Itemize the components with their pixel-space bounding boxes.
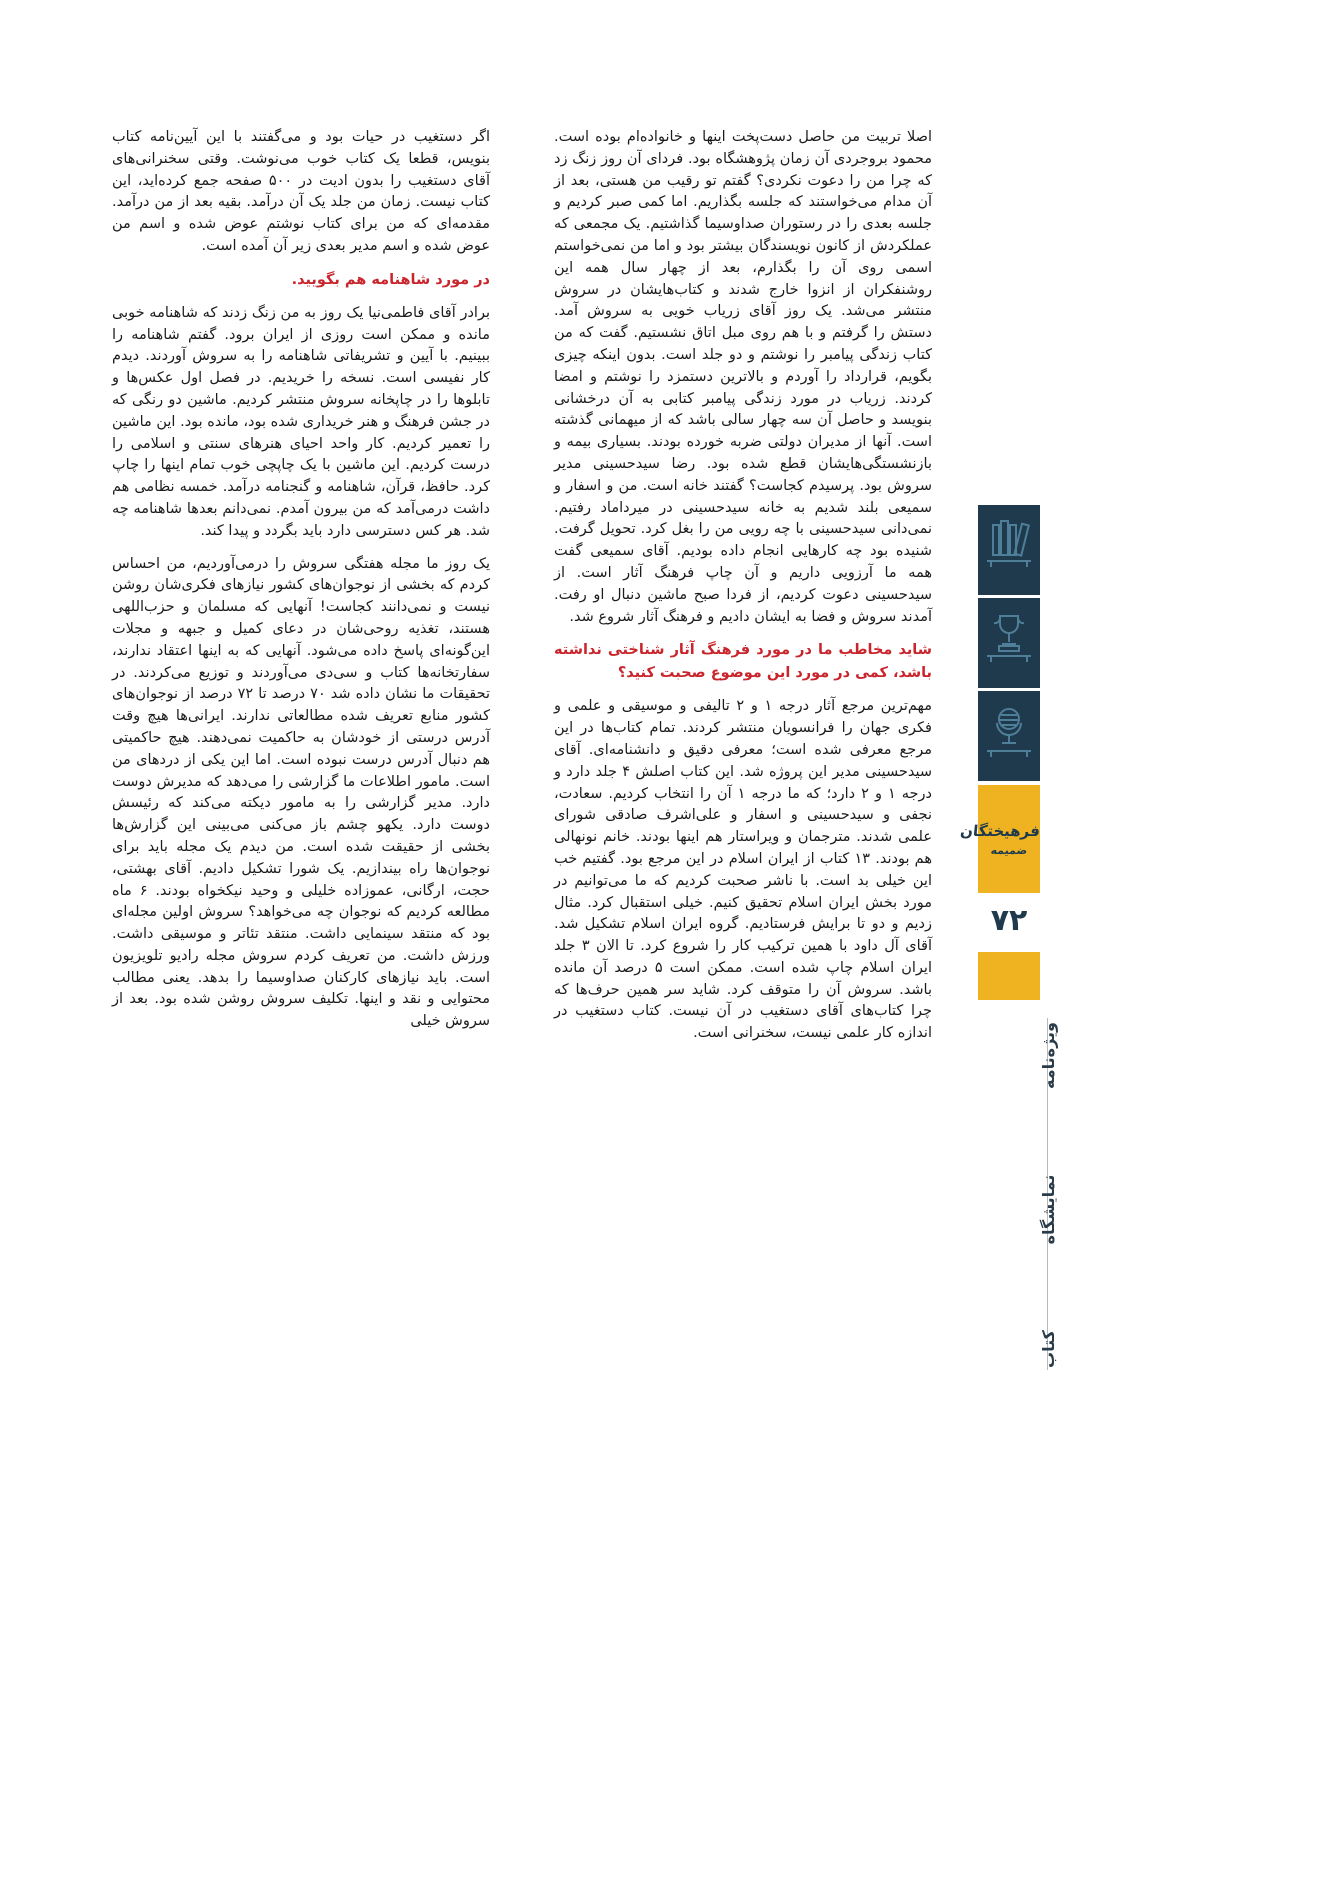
brand-subtitle: ضمیمه bbox=[990, 843, 1028, 857]
interview-question-heading: شاید مخاطب ما در مورد فرهنگ آثار شناختی نداشته باشد، کمی در مورد این موضوع صحبت کنید؟ bbox=[554, 642, 932, 682]
edition-vertical-label: ویژه‌نامه نمایشگاه کتاب bbox=[1039, 1022, 1058, 1368]
article-paragraph: اصلا تربیت من حاصل دست‌پخت اینها و خانواده‌ام بوده است. محمود بروجردی آن زمان پژوهشگاه بود. فردای آن روز زنگ زد که چرا من را دعوت نکردی؟ گفتم تو رقیب من هستی، بعد از آن مدام می‌خواستند که جلسه بگذاریم. اما کمی صبر کردیم و جلسه بعدی را در رستوران صداوسیما گذاشتیم. یک مجمعی که عملکردش از کانون نویسندگان بیشتر بود و اما من نمی‌خواستم اسمی روی آن را بگذارم، بعد از چهار سال همه این روشنفکران از انزوا خارج شدند و کتاب‌هایشان در سروش منتشر می‌شد. یک روز آقای زریاب خویی به سروش آمد. دستش را گرفتم و با هم روی مبل اتاق نشستیم. گفت که من کتاب زندگی پیامبر را نوشتم و دو جلد است. بدون اینکه چیزی بگویم، قرارداد را آوردم و بالاترین دستمزد را نوشتم و امضا کردند. زریاب در مورد زندگی پیامبر کتابی به آن درخشانی بنویسد و حاصل آن سه چهار سالی باشد که از میهمانی گذشته است. آنها از مدیران دولتی ضربه خورده بودند. بسیاری بیمه و بازنشستگی‌هایشان قطع شده بود. رضا سیدحسینی مدیر سروش بود. پرسیدم کجاست؟ گفتند خانه است. من و اسفار و سمیعی بلند شدیم به خانه سیدحسینی در میرداماد رفتیم. نمی‌دانی سیدحسینی با چه رویی من را بغل کرد. تحویل گرفت. شنیده بود چه کارهایی انجام داده بودیم. آقای سمیعی گفت همه ما آرزویی داریم و آن چاپ فرهنگ آثار است. از سیدحسینی دعوت کردیم، از فردا صبح ماشین دنبال او رفت. آمدند سروش و فضا به ایشان دادیم و فرهنگ آثار شروع شد. bbox=[554, 129, 932, 625]
award-trophy-icon bbox=[978, 598, 1040, 688]
page-number: ۷۲ bbox=[990, 903, 1028, 938]
brand-logo-block bbox=[959, 785, 1041, 893]
article-paragraph: یک روز ما مجله هفتگی سروش را درمی‌آوردیم، من احساس کردم که بخشی از نوجوان‌های کشور نیازهای فکری‌شان روشن نیست و نمی‌دانند کجاست! آنهایی که مسلمان و حزب‌اللهی هستند، تغذیه روحی‌شان در دعای کمیل و جبهه و مجلات این‌گونه‌ای پاسخ داده می‌شود. آنهایی که به اینها اعتقاد ندارند، سفارتخانه‌ها کتاب و سی‌دی می‌آوردند و توزیع می‌کردند. در تحقیقات ما نشان داده شد ۷۰ درصد تا ۷۲ درصد از نوجوان‌های کشور منابع تعریف شده مطالعاتی ندارند. ایرانی‌ها هیچ وقت آدرس درستی از خودشان به حاکمیت نمی‌دهند. هیچ حاکمیتی هم دنبال آدرس درست نبوده است. اما این یکی از دردهای من است. مامور اطلاعات ما گزارشی را می‌دهد که مدیرش دوست دارد. مدیر گزارشی را به مامور دیکته می‌کند که رئیسش دوست دارد. یکهو چشم باز می‌کنی می‌بینی این گزارش‌ها بخشی از حقیقت شده است. من دیدم یک مجله باید برای نوجوان‌ها راه بیندازیم. یک شورا تشکیل دادیم. آقای بهشتی، حجت، ارگانی، عموزاده خلیلی و وحید نیکخواه بودند. ۶ ماه مطالعه کردیم که نوجوان چه می‌خواهد؟ سروش اولین مجله‌ای بود که منتقد سینمایی داشت. منتقد تئاتر و موسیقی داشت. ورزش داشت. من تعریف کردم سروش مجله رادیو تلویزیون است. باید نیازهای کارکنان صداوسیما را بدهد. یعنی مطالب محتوایی و نقد و اینها. تکلیف سروش روشن شده بود. بعد از سروش خیلی bbox=[112, 555, 491, 1030]
microphone-icon bbox=[978, 691, 1040, 781]
article-paragraph: برادر آقای فاطمی‌نیا یک روز به من زنگ زدند که شاهنامه خوبی مانده و ممکن است روزی از ایران برود. گفتم شاهنامه را ببینیم. با آیین و تشریفاتی شاهنامه را به سروش آوردند. دیدم کار نفیسی است. نسخه را خریدیم. در فصل اول عکس‌ها و تابلوها را در چاپخانه سروش منتشر کردیم. ماشین دو رنگی که در جشن فرهنگ و هنر خریداری شده بود، مانده بود. این ماشین را تعمیر کردیم. کار واحد احیای هنرهای سنتی و اسلامی را درست کردیم. این ماشین با یک چاپچی خوب تمام اینها را چاپ کرد. حافظ، قرآن، شاهنامه و گنجنامه درآمد. خمسه نظامی هم داشت درمی‌آمد که من بیرون آمدم. نمی‌دانم بعدها شاهنامه چه شد. هر کس دسترسی دارد باید بگردد و پیدا کند. bbox=[112, 304, 490, 539]
article-paragraph: اگر دستغیب در حیات بود و می‌گفتند با این آیین‌نامه کتاب بنویس، قطعا یک کتاب خوب می‌نوشت. وقتی سخنرانی‌های آقای دستغیب را بدون ادیت در ۵۰۰ صفحه جمع کرده‌اید، این کتاب نیست. زمان من جلد یک آن درآمد. بقیه بعد از من درآمد. مقدمه‌ای که من برای کتاب نوشتم عوض شده و اسم من عوض شده و اسم مدیر بعدی زیر آن آمده است. bbox=[112, 129, 490, 254]
article-paragraph: مهم‌ترین مرجع آثار درجه ۱ و ۲ تالیفی و موسیقی و علمی و فکری جهان را فرانسویان منتشر کردند. تمام کتاب‌ها در این مرجع معرفی شده است؛ معرفی دقیق و دانشنامه‌ای. آقای سیدحسینی مدیر این پروژه شد. این کتاب اصلش ۴ جلد دارد و درجه ۱ و ۲ دارد؛ که ما درجه ۱ آن را انتخاب کردیم. سعادت، نجفی و سیدحسینی و اسفار و علی‌اشرف صادقی شورای علمی شدند. مترجمان و ویراستار هم اینها بودند. خانم نونهالی هم بودند. ۱۳ کتاب از ایران اسلام در این مرجع بود. گفتیم خب این خیلی بد است. با ناشر صحبت کردیم که ما می‌توانیم در مورد بخش ایران اسلام تحقیق کنیم. خیلی استقبال کرد. مثال زدیم و دو تا برایش فرستادیم. گروه ایران اسلام تشکیل شد. آقای آل داود با همین ترکیب کار را شروع کرد. تا الان ۳ جلد ایران اسلام چاپ شده است. ممکن است ۵ درصد آن مانده باشد. سروش آن را متوقف کرد. شاید سر همین حرف‌ها که چرا کتاب‌های آقای دستغیب در آن نیست. کتاب دستغیب در اندازه کار علمی نیست، سخنرانی است. bbox=[554, 698, 933, 1042]
article-column-right bbox=[554, 127, 932, 1056]
interview-question-heading: در مورد شاهنامه هم بگویید. bbox=[291, 271, 490, 288]
brand-title: فرهیختگان bbox=[959, 821, 1041, 840]
article-column-left bbox=[112, 127, 490, 1044]
yellow-accent-tab bbox=[978, 952, 1040, 1000]
books-shelf-icon bbox=[978, 505, 1040, 595]
